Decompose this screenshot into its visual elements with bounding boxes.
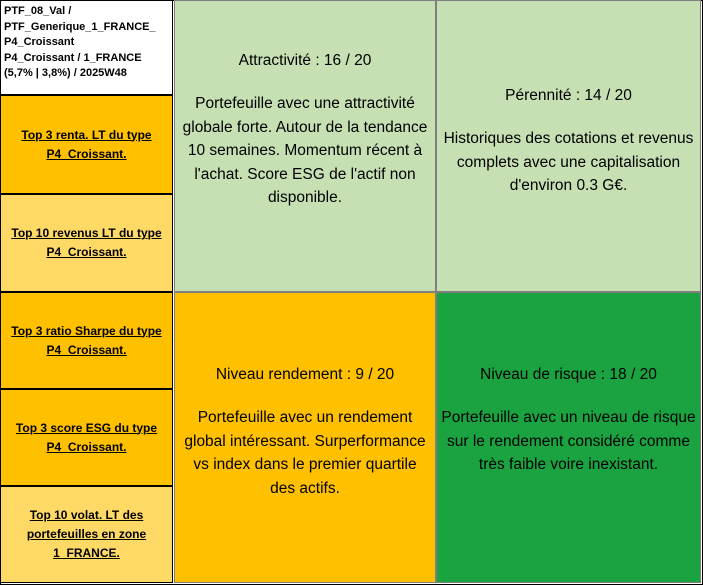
panel-title: Niveau rendement : 9 / 20 [215,366,395,383]
panel-perennite [436,0,701,292]
side-cell-top10-revenus [0,194,173,292]
identifier-line: P4_Croissant [4,36,75,48]
link-top3-renta[interactable]: Top 3 renta. LT du type P4_Croissant. [21,127,152,161]
link-top3-esg[interactable]: Top 3 score ESG du type P4_Croissant. [15,420,158,454]
panel-description: Portefeuille avec un niveau de risque sur le rendement considéré comme très faible voire inexistant. [441,409,696,473]
panel-description: Portefeuille avec une attractivité globale forte. Autour de la tendance 10 semaines. Momentum récent à l'achat. Score ESG de l'actif non disponible. [182,95,428,206]
side-cell-top3-renta [0,95,173,194]
identifier-line: PTF_Generique_1_FRANCE_ [4,20,156,33]
side-cell-top3-esg [0,389,173,486]
panel-description: Portefeuille avec un rendement global intéressant. Surperformance vs index dans le premier quartile des actifs. [184,409,426,497]
panel-title: Attractivité : 16 / 20 [238,52,372,69]
portfolio-identifier [0,0,173,95]
side-cell-top3-sharpe [0,292,173,389]
link-top10-revenus[interactable]: Top 10 revenus LT du type P4_Croissant. [11,226,162,259]
panel-attractivite [174,0,436,292]
panel-title: Niveau de risque : 18 / 20 [480,366,657,383]
panel-title: Pérennité : 14 / 20 [505,87,632,104]
identifier-line: P4_Croissant / 1_FRANCE [4,51,142,64]
link-top10-volat[interactable]: Top 10 volat. LT des portefeuilles en zone 1_FRANCE. [26,508,147,560]
side-cell-top10-volat [0,486,173,583]
panel-rendement [174,292,436,583]
identifier-line: PTF_08_Val / [4,5,72,17]
panel-risque [436,292,701,583]
panel-description: Historiques des cotations et revenus complets avec une capitalisation d'environ 0.3 G€. [443,130,694,194]
link-top3-sharpe[interactable]: Top 3 ratio Sharpe du type P4_Croissant. [11,323,162,357]
identifier-line: (5,7% | 3,8%) / 2025W48 [4,67,127,79]
